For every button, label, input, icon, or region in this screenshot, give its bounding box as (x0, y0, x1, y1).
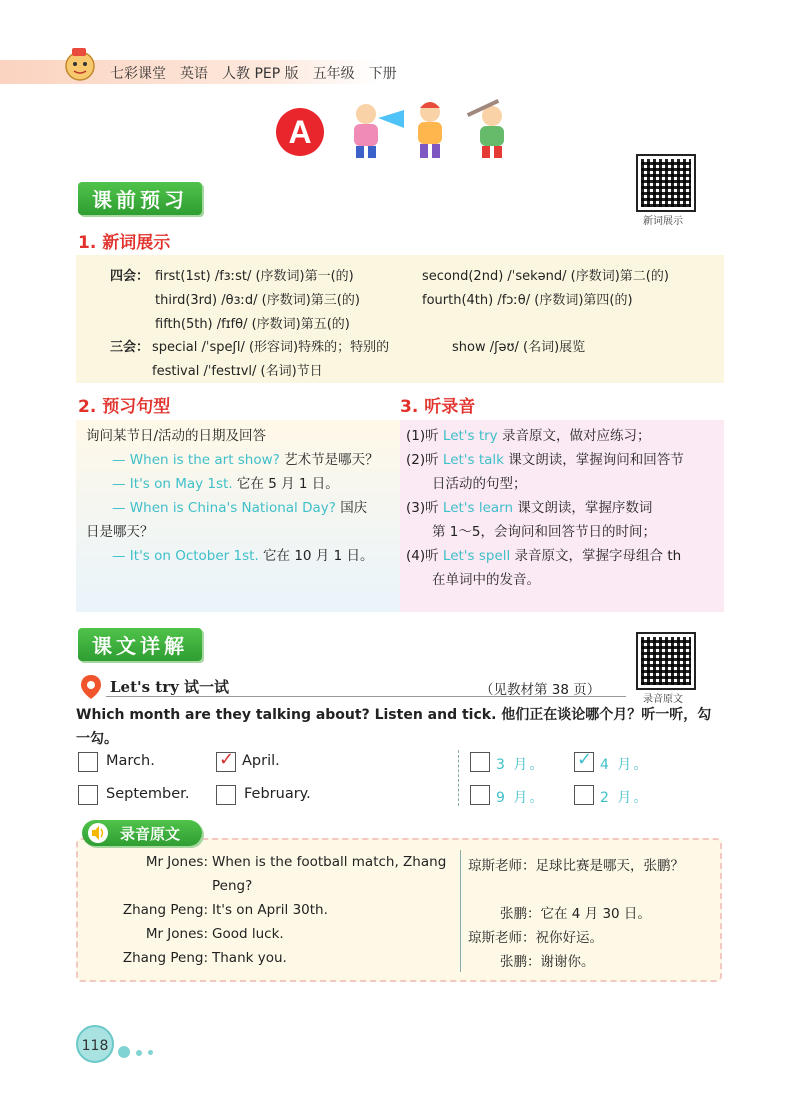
option-label-september-cn: 9 月。 (496, 790, 546, 806)
option-checkbox-april-cn[interactable] (574, 752, 594, 772)
pattern-line: — When is the art show? 艺术节是哪天？ (112, 452, 379, 468)
option-label-february: February. (244, 786, 311, 802)
location-pin-icon (80, 674, 102, 700)
preview-section-tag: 课前预习 (78, 182, 202, 215)
listen-item: (1)听 Let's try 录音原文，做对应练习； (406, 428, 651, 444)
qr-caption-script: 录音原文 (643, 694, 683, 705)
explain-section-tag: 课文详解 (78, 628, 202, 661)
option-label-march: March. (106, 753, 155, 769)
instruction-line-1: Which month are they talking about? Listen and tick. 他们正在谈论哪个月？听一听，勾 (76, 707, 712, 723)
vocab-title: 1. 新词展示 (78, 233, 171, 253)
script-line-cn: 张鹏：谢谢你。 (500, 954, 595, 970)
option-checkbox-march-cn[interactable] (470, 752, 490, 772)
listen-item: 在单词中的发音。 (432, 572, 540, 588)
lets-try-heading: Let's try 试一试 (110, 678, 230, 696)
listen-title: 3. 听录音 (400, 397, 476, 417)
script-line-cn: 琼斯老师：足球比赛是哪天，张鹏？ (468, 858, 684, 874)
qr-code-script[interactable] (638, 634, 694, 688)
option-label-february-cn: 2 月。 (600, 790, 650, 806)
decor-dot (148, 1050, 153, 1055)
listen-item: (4)听 Let's spell 录音原文，掌握字母组合 th (406, 548, 682, 564)
instruction-line-2: 一勾。 (76, 731, 118, 747)
pattern-line: — When is China's National Day? 国庆 (112, 500, 368, 516)
four-skill-label: 四会： (110, 269, 150, 284)
speaker-icon[interactable] (86, 822, 110, 844)
header-title: 七彩课堂 英语 人教 PEP 版 五年级 下册 (110, 66, 397, 82)
children-illustration-icon (344, 98, 524, 162)
option-label-march-cn: 3 月。 (496, 757, 546, 773)
decor-dot (118, 1046, 130, 1058)
decor-dot (136, 1050, 142, 1056)
textbook-page-ref: （见教材第 38 页） (480, 682, 601, 698)
option-checkbox-september-cn[interactable] (470, 785, 490, 805)
options-divider (458, 750, 459, 806)
vocab-word: first(1st) /fɜːst/ (序数词)第一(的) (155, 269, 354, 284)
script-tag-label: 录音原文 (120, 825, 181, 843)
patterns-intro: 询问某节日/活动的日期及回答 (86, 428, 267, 444)
listen-item: (3)听 Let's learn 课文朗读，掌握序数词 (406, 500, 653, 516)
three-skill-label: 三会： (110, 340, 150, 355)
script-line-en: Peng? (212, 878, 253, 894)
script-speaker: Mr Jones: (145, 854, 208, 870)
vocab-word: show /ʃəʊ/ (名词)展览 (452, 340, 586, 355)
script-speaker: Zhang Peng: (122, 950, 208, 966)
option-label-april: April. (242, 753, 280, 769)
pattern-line: 日是哪天？ (86, 524, 154, 540)
script-line-en: When is the football match, Zhang (212, 854, 447, 870)
pattern-line: — It's on May 1st. 它在 5 月 1 日。 (112, 476, 339, 492)
pattern-line: — It's on October 1st. 它在 10 月 1 日。 (112, 548, 374, 564)
vocab-word: fourth(4th) /fɔːθ/ (序数词)第四(的) (422, 293, 633, 308)
script-line-cn: 张鹏：它在 4 月 30 日。 (500, 906, 651, 922)
vocab-word: fifth(5th) /fɪfθ/ (序数词)第五(的) (155, 317, 350, 332)
section-a-badge: A (276, 108, 324, 156)
script-line-en: Thank you. (212, 950, 287, 966)
qr-caption-vocab: 新词展示 (643, 216, 683, 227)
option-checkbox-march[interactable] (78, 752, 98, 772)
vocab-word: third(3rd) /θɜːd/ (序数词)第三(的) (155, 293, 360, 308)
option-checkbox-september[interactable] (78, 785, 98, 805)
script-line-cn: 琼斯老师：祝你好运。 (468, 930, 603, 946)
qr-code-vocab[interactable] (638, 156, 694, 210)
script-speaker: Mr Jones: (145, 926, 208, 942)
page-number: 118 (76, 1025, 114, 1063)
vocab-word: second(2nd) /ˈsekənd/ (序数词)第二(的) (422, 269, 669, 284)
listen-item: 第 1～5，会询问和回答节日的时间； (432, 524, 656, 540)
script-divider (460, 850, 461, 972)
option-checkbox-february[interactable] (216, 785, 236, 805)
patterns-title: 2. 预习句型 (78, 397, 171, 417)
vocab-word: special /ˈspeʃl/ (形容词)特殊的；特别的 (152, 340, 390, 355)
vocab-word: festival /ˈfestɪvl/ (名词)节日 (152, 364, 323, 379)
option-checkbox-april[interactable] (216, 752, 236, 772)
option-label-september: September. (106, 786, 190, 802)
script-line-en: It's on April 30th. (212, 902, 328, 918)
script-speaker: Zhang Peng: (122, 902, 208, 918)
script-line-en: Good luck. (212, 926, 284, 942)
mascot-icon (58, 42, 102, 86)
listen-item: 日活动的句型； (432, 476, 527, 492)
option-checkbox-february-cn[interactable] (574, 785, 594, 805)
listen-item: (2)听 Let's talk 课文朗读，掌握询问和回答节 (406, 452, 684, 468)
option-label-april-cn: 4 月。 (600, 757, 650, 773)
